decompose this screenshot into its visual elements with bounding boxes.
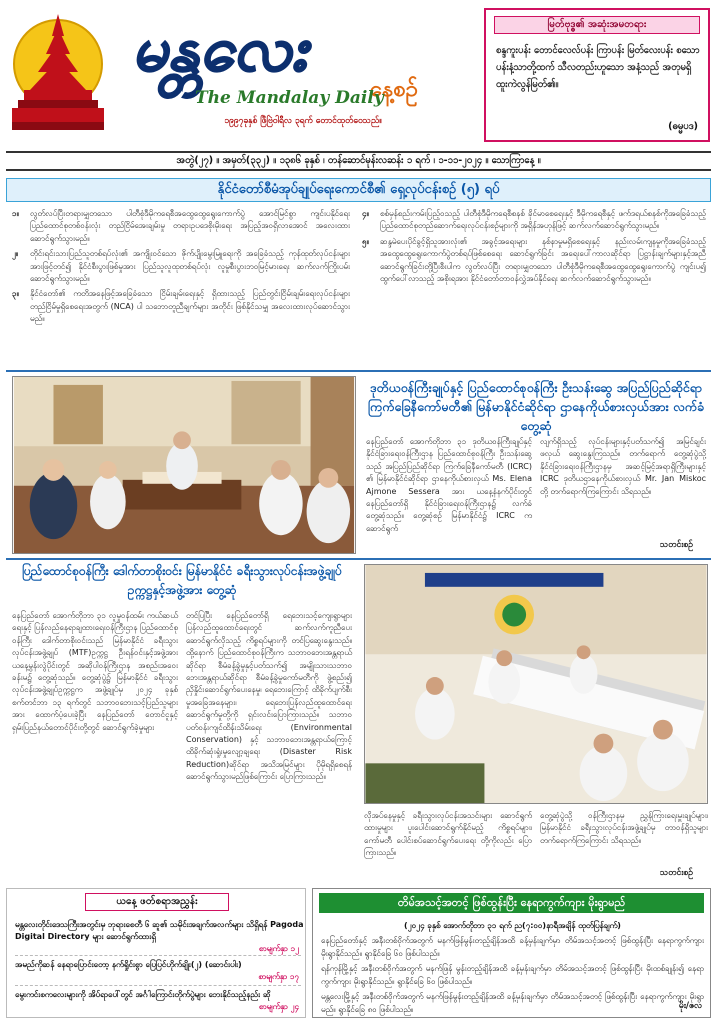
story3-headline: ပြည်ထောင်စုဝန်ကြီး ဒေါက်တာစိုးဝင်း မြန်မာနိုင်ငံ ခရီးသွားလုပ်ငန်းအဖွဲ့ချုပ်ဥက္ကဋ္ဌနှင့်အဖွဲ့အား တွေ့ဆုံ xyxy=(22,564,342,597)
lead-item: ၂။ တိုင်းရင်းသားပြည်သူတစ်ရပ်လုံး၏ အကျိုးဝင်သော ဇိုက်ပျိုးမွေးမြူရေးကို အခြေခံသည့် ကုန်ထုတ်လုပ်ငန်းများအားဖြင့်တင်၍ နိုင်ငံစီးပွားဖြစ်မှုအား ပြည်သူလူထုတစ်ရပ်လုံး လူမှုစီးပွားဘဝမြင့်မားရေး ဆက်လက်ကြိုးပမ်းဆောင်ရွက်သွားမည်။ xyxy=(12,249,350,284)
title-suffix: နေ့စဉ် xyxy=(370,77,418,102)
meeting-photo-icrc xyxy=(12,376,356,554)
index-item[interactable]: မန္တလေးတိုင်းဒေသကြီးအတွင်းမှ ဘုရားစေတီ ၆ ဆူ၏ သမိုင်းအချက်အလက်များ သိရှိရန် Pagoda Digital Directory များ ဆောင်ရွက်ထားရှိ စာမျက်နှာ ၁၂ xyxy=(15,920,304,953)
masthead-subtitle: The Mandalay Daily xyxy=(195,88,384,108)
lead-column-left xyxy=(12,208,350,368)
index-item[interactable]: မွေးကင်းစကလေးများကို အိပ်ရာပေါ်တွင် အင်္ဂါကြောင်းတိုက်ပွဲများ ဘေးနိုင်သည့်နည်း ဆို စာမျက်နှာ ၂၄ xyxy=(15,989,305,1013)
meeting-photo-mtf xyxy=(364,564,708,804)
index-heading: ယနေ့ ဖတ်စရာအညွှန်း xyxy=(85,893,229,911)
story2-body-right: လျက်ရှိသည့် လုပ်ငန်းများနှင့်ပတ်သက်၍ အမြင်ချင်း ဖလှယ် ဆွေးနွေးကြသည်။ တက်ရောက် တွေ့ဆုံပွဲသို့ နိုင်ငံခြားရေးဝန်ကြီးဌာနမှ အဆင့်မြင့်အရာရှိကြီးများနှင့် ICRC ဒုတိယဌာနေကိုယ်စားလှယ် Mr. Jan Miskoc တို့ တက်ရောက်ကြကြောင်း သိရသည်။ xyxy=(540,437,706,496)
motto-heading: မြတ်ဗုဒ္ဓ၏ အဆုံးအမတရား xyxy=(494,16,700,34)
lead-headline: နိုင်ငံတော်စီမံအုပ်ချုပ်ရေးကောင်စီ၏ ရှေ့လုပ်ငန်းစဉ် (၅) ရပ် xyxy=(217,182,500,197)
motto-box xyxy=(484,8,710,142)
lead-item: ၄။ စစ်မှန်စည်းကမ်းပြည့်ဝသည့် ပါတီစုံဒီမိုကရေစီစနစ် ခိုင်မာစေရေးနှင့် ဒီမိုကရေစီနှင့် ဖက်ဒရယ်စနစ်ကိုအခြေခံသည့် ပြည်ထောင်စုတည်ဆောက်ရေးလုပ်ငန်းစဉ်များကို အရှိန်အဟုန်ဖြင့် ဆက်လက်ဆောင်ရွက်သွားမည်။ xyxy=(362,209,706,231)
todays-reading-index xyxy=(6,888,306,1018)
weather-forecast-box xyxy=(312,888,711,1018)
weather-signature: မိုး/ဇလ xyxy=(678,1001,702,1011)
index-page-ref: စာမျက်နှာ ၂၄ xyxy=(258,1002,299,1011)
story2-headline: ဒုတိယဝန်ကြီးချုပ်နှင့် ပြည်ထောင်စုဝန်ကြီး ဦးသန်းဆွေ အပြည်ပြည်ဆိုင်ရာ ကြက်ခြေနီကော်မတီ၏ မြန်မာနိုင်ငံဆိုင်ရာ ဌာနေကိုယ်စားလှယ်အား လက်ခံတွေ့ဆုံ xyxy=(367,380,705,433)
lead-item: ၅။ ဆန္ဒမဲပေးပိုင်ခွင့်ရှိသူအားလုံး၏ အခွင့်အရေးများ နစ်နာမှုမရှိစေရေးနှင့် နည်းလမ်းကျနမှုကိုအခြေခံသည့် အထွေထွေရွေးကောက်ပွဲတစ်ရပ်ဖြစ်စေရေး ဆောင်ရွက်ခြင်း အရေးပေါ်ကာလဆိုင်ရာ ပြဋ္ဌာန်းချက်များနှင့်အညီ ဆောင်ရွက်ခြင်းတို့ပြီးစီးပါက လွတ်လပ်ပြီး တရားမျှတသော ပါတီစုံဒီမိုကရေစီအထွေထွေရွေးကောက်ပွဲ ကျင်းပ၍ ထွက်ပေါ်လာသည့် အစိုးရအား နိုင်ငံတော်တာဝန်လွှဲအပ်နိုင်ရေး ဆက်လက်ဆောင်ရွက်သွားမည်။ xyxy=(362,236,706,284)
story3-body-left: နေပြည်တော် အောက်တိုဘာ ၃၁ လူမှုဝန်ထမ်း ကယ်ဆယ်ရေးနှင့် ပြန်လည်နေရာချထားရေးဝန်ကြီးဌာန ပြည်ထောင်စုဝန်ကြီး ဒေါက်တာစိုးဝင်းသည် မြန်မာနိုင်ငံ ခရီးသွားလုပ်ငန်းအဖွဲ့ချုပ် (MTF)ဥက္ကဋ္ဌ ဦးရန်ဝင်းနှင့်အဖွဲ့အား ယနေ့မွန်းလွဲပိုင်းတွင် အဆိုပါဝန်ကြီးဌာန အစည်းအဝေးခန်းမ၌ တွေ့ဆုံသည်။ တွေ့ဆုံပွဲ၌ မြန်မာနိုင်ငံ ခရီးသွားလုပ်ငန်းအဖွဲ့ချုပ်ဥက္ကဋ္ဌက အဖွဲ့ချုပ်မှ ၂၀၂၄ ခုနှစ် စက်တင်ဘာ ၁၃ ရက်တွင် သဘာဝဘေးသင့်ပြည်သူများအား ထောက်ပံ့ပေးခဲ့ပြီး နေပြည်တော် တောင်ငူနှင့် ရှမ်းပြည်နယ်တောင်ပိုင်းတို့တွင် ဆောင်ရွက်ခဲ့မှုများ xyxy=(12,611,178,732)
weather-text xyxy=(321,919,704,1018)
weather-naypyitaw: နေပြည်တော်နှင့် အနီးတစ်ဝိုက်အတွက် မနက်ဖြန်မွန်းတည့်ချိန်အထိ ခန့်မှန်းချက်မှာ တိမ်အသင့်အတင့် ဖြစ်ထွန်းပြီး နေရာကွက်ကျား မိုးရွာနိုင်သည်။ ရွာနိုင်ခြေ ၆၀ ဖြစ်ပါသည်။ xyxy=(321,936,704,958)
lead-item: ၁။ လွတ်လပ်ပြီးတရားမျှတသော ပါတီစုံဒီမိုကရေစီအထွေထွေရွေးကောက်ပွဲ အောင်မြင်စွာ ကျင်းပနိုင်ရေး ပြည်ထောင်စုတစ်ဝန်းလုံး တည်ငြိမ်အေးချမ်းမှု တရားဥပဒေစိုးမိုးရေး အပြည့်အဝရှိလာအောင် အလေးထားဆောင်ရွက်သွားမည်။ xyxy=(12,209,350,243)
section-divider xyxy=(6,558,711,560)
index-item[interactable]: အမည်ကိုဆန် နေရာပြောင်းတော့ နက်ရှိုင်းစွာ ပြေပြင်ဟိုက်ချိုး(၂) (ဆောင်းပါး) စာမျက်နှာ ၁၇ xyxy=(15,959,305,983)
weather-heading: တိမ်အသင့်အတင့် ဖြစ်ထွန်းပြီး နေရာကွက်ကျား မိုးရွာမည် xyxy=(319,893,704,913)
title-burmese: မန္တလေး xyxy=(132,12,307,85)
story3-caption-right: တွေ့ဆုံပွဲသို့ ဝန်ကြီးဌာနမှ ညွှန်ကြားရေးမှူးချုပ်များ၊ မြန်မာနိုင်ငံ ခရီးသွားလုပ်ငန်းအဖွဲ့ချုပ်မှ တာဝန်ရှိသူများ တက်ရောက်ကြကြောင်း သိရသည်။ xyxy=(540,811,708,845)
story2-body-left: နေပြည်တော် အောက်တိုဘာ ၃၁ ဒုတိယဝန်ကြီးချုပ်နှင့် နိုင်ငံခြားရေးဝန်ကြီးဌာန ပြည်ထောင်စုဝန်ကြီး ဦးသန်းဆွေသည် အပြည်ပြည်ဆိုင်ရာ ကြက်ခြေနီကော်မတီ (ICRC) ၏ မြန်မာနိုင်ငံဆိုင်ရာ ဌာနေကိုယ်စားလှယ် Ms. Elena Ajmone Sessera အား ယနေ့နံနက်ပိုင်းတွင် နေပြည်တော်ရှိ နိုင်ငံခြားရေးဝန်ကြီးဌာန၌ လက်ခံတွေ့ဆုံသည်။ တွေ့ဆုံစဉ် မြန်မာနိုင်ငံ၌ ICRC က ဆောင်ရွက် xyxy=(366,437,532,533)
weather-yangon: ရန်ကုန်မြို့နှင့် အနီးတစ်ဝိုက်အတွက် မနက်ဖြန် မွန်းတည့်ချိန်အထိ ခန့်မှန်းချက်မှာ တိမ်အသင့်အတင့် ဖြစ်ထွန်းပြီး မိုးထစ်ချုန်း၍ နေရာကွက်ကျား မိုးရွာနိုင်သည်။ ရွာနိုင်ခြေ ၆၀ ဖြစ်ပါသည်။ xyxy=(321,964,704,986)
dateline: အတွဲ(၂၇) ။ အမှတ်(၃၃၂) ။ ၁၃၈၆ ခုနှစ် ၊ တန်ဆောင်မုန်းလဆန်း ၁ ရက် ၊ ၁-၁၁-၂၀၂၄ ။ သောကြာနေ့ ။ xyxy=(6,151,711,171)
index-divider xyxy=(15,985,301,986)
mandalay-palace-logo xyxy=(8,6,108,138)
lead-column-right xyxy=(362,208,706,368)
story3-signature: သတင်းစဉ် xyxy=(660,868,693,878)
section-divider xyxy=(6,370,711,372)
story3-caption: လိုအပ်နေမှုနှင့် ခရီးသွားလုပ်ငန်းအသင်းများ ဆောင်ရွက်ထားမှုများ ပူးပေါင်းဆောင်ရွက်နိုင်မည့် ကိစ္စရပ်များ၊ ကော်မတီ ပေါင်းစပ်ဆောင်ရွက်ပေးရေး တို့ကိုလည်း ပြောကြားသည်။ xyxy=(364,811,532,858)
motto-source: (ဓမ္မပဒ) xyxy=(668,121,698,132)
index-divider xyxy=(15,955,301,956)
story2-signature: သတင်းစဉ် xyxy=(660,540,693,550)
lead-headline-bar xyxy=(6,178,711,202)
story3-body-mid: တင်ပြပြီး နေပြည်တော်ရှိ ရေဘေးသင့်ကျေးရွာများ ပြန်လည်ထူထောင်ရေးတွင် ဆက်လက်ကူညီပေးဆောင်ရွက်လိုသည့် ကိစ္စရပ်များကို တင်ပြဆွေးနွေးသည်။ ထို့နောက် ပြည်ထောင်စုဝန်ကြီးက သဘာဝဘေးအန္တရာယ်ဆိုင်ရာ စီမံခန့်ခွဲမှုနှင့်ပတ်သက်၍ အမျိုးသားသဘာဝဘေးအန္တရာယ်ဆိုင်ရာ စီမံခန့်ခွဲမှုကော်မတီကို ဖွဲ့စည်း၍ ညှိနှိုင်းဆောင်ရွက်ပေးနေမှု၊ ရေဘေးကြောင့် ထိခိုက်ပျက်စီးမှုအခြေအနေများ၊ ရေဘေးပြန်လည်ထူထောင်ရေး ဆောင်ရွက်မှုတို့ကို ရှင်းလင်းပြောကြားသည်။ သဘာဝပတ်ဝန်းကျင်ထိန်းသိမ်းရေး (Environmental Conservation) နှင့် သဘာဝဘေးအန္တရာယ်ကြောင့် ထိခိုက်ဆုံးရှုံးမှုလျော့ချရေး (Disaster Risk Reduction)ဆိုင်ရာ အသိအမြင်များ ပိုမိုရရှိစေရန် ဆောင်ရွက်သွားမည်ဖြစ်ကြောင်း ပြောကြားသည်။ xyxy=(186,611,352,782)
index-page-ref: စာမျက်နှာ ၁၂ xyxy=(258,944,299,953)
lead-item: ၃။ နိုင်ငံတော်၏ ကတိအနေဖြင့်အခြေခံသော ငြိမ်းချမ်းရေးနှင့် ရှိထားသည့် ပြည်တွင်းငြိမ်းချမ်းရေးလုပ်ငန်းများ တည်ငြိမ်မှုရှိစေရေးအတွက် (NCA) ပါ သဘောတူညီချက်များ အတိုင်း ဖြစ်နိုင်သမျှ အလေးထားလုပ်ဆောင်သွားမည်။ xyxy=(12,289,350,324)
index-page-ref: စာမျက်နှာ ၁၇ xyxy=(258,972,299,981)
masthead-tagline: ၁၉၉၇ခုနှစ် ဖြီဗြဲဝါရီလ ၃ရက် တောင်ထုတ်ဝေသည်။ xyxy=(224,116,382,126)
weather-mandalay: မန္တလေးမြို့နှင့် အနီးတစ်ဝိုက်အတွက် မနက်ဖြန်မွန်းတည့်ချိန်အထိ ခန့်မှန်းချက်မှာ တိမ်အသင့်အတင့် ဖြစ်ထွန်းပြီး နေရာကွက်ကျား မိုးရွာမည်။ ရွာနိုင်ခြေ ၈၀ ဖြစ်ပါသည်။ xyxy=(321,992,704,1014)
weather-intro: (၂၀၂၄ ခုနှစ် အောက်တိုဘာ ၃၁ ရက် ည(၇:၀၀)နာရီအချိန် ထုတ်ပြန်ချက်) xyxy=(404,921,621,930)
motto-text: စန္ဒကူးပန်း တောင်လေလ်ပန်း ကြာပန်း မြတ်လေးပန်း စသော ပန်းနံ့သာတို့ထက် သီလတည်းဟူသော အနံ့သည် အတုမရှိ ထူးကဲလွန်မြတ်၏။ xyxy=(496,45,700,90)
